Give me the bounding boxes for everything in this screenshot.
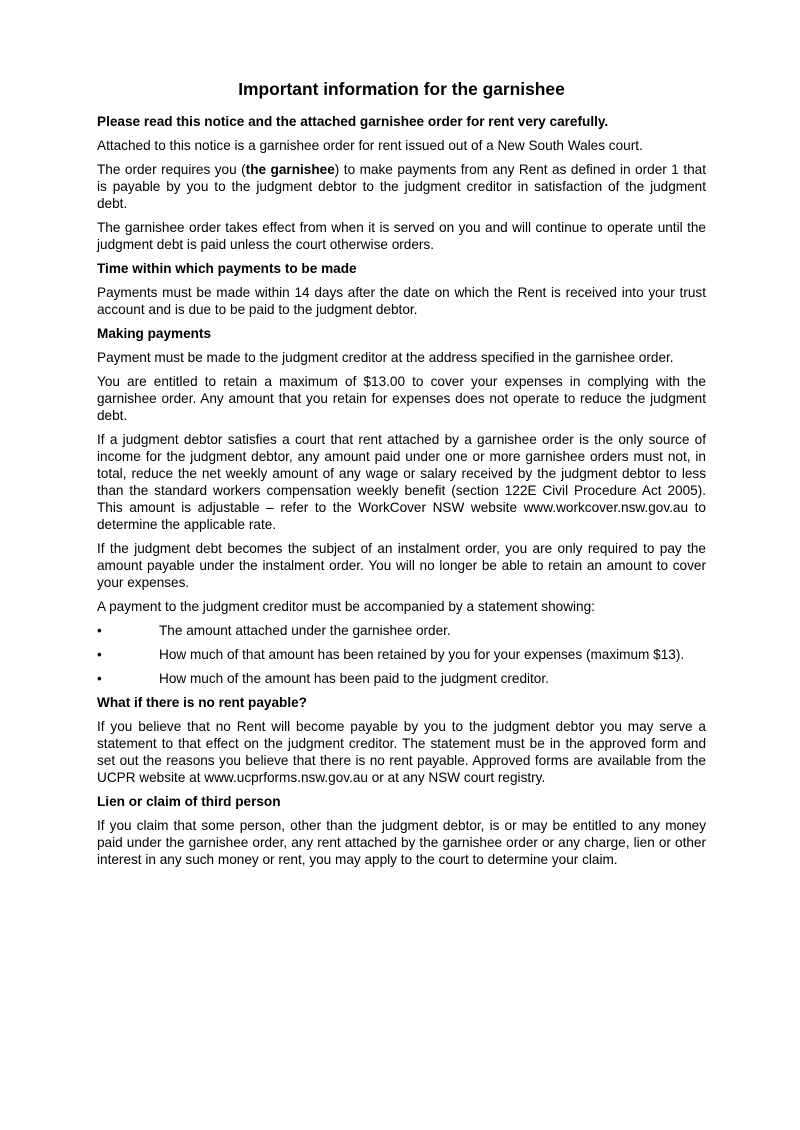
paragraph-order [97, 161, 706, 212]
paragraph-lien: If you claim that some person, other than the judgment debtor, is or may be entitled to any money paid under the garnishee order, any rent attached by the garnishee order or any charge, lien or other interest in any such money or rent, you may apply to the court to determine your claim. [97, 818, 706, 867]
paragraph-attached: Attached to this notice is a garnishee order for rent issued out of a New South Wales court. [97, 138, 643, 153]
paragraph-instalment: If the judgment debt becomes the subject of an instalment order, you are only required to pay the amount payable under the instalment order. You will no longer be able to retain an amount to cover your expenses. [97, 541, 706, 590]
paragraph-retain: You are entitled to retain a maximum of $13.00 to cover your expenses in complying with the garnishee order. Any amount that you retain for expenses does not operate to reduce the judgment debt. [97, 374, 706, 423]
paragraph-making-payments: Payment must be made to the judgment creditor at the address specified in the garnishee order. [97, 350, 674, 365]
list-item [97, 670, 706, 687]
document-title: Important information for the garnishee [238, 79, 565, 99]
paragraph-effect: The garnishee order takes effect from when it is served on you and will continue to operate until the judgment debt is paid unless the court otherwise orders. [97, 220, 706, 252]
paragraph-time: Payments must be made within 14 days after the date on which the Rent is received into your trust account and is due to be paid to the judgment debtor. [97, 285, 706, 317]
heading-time: Time within which payments to be made [97, 261, 357, 276]
list-item [97, 622, 706, 639]
bullet-icon: • [97, 623, 102, 638]
intro-notice: Please read this notice and the attached garnishee order for rent very carefully. [97, 114, 609, 129]
heading-lien: Lien or claim of third person [97, 794, 281, 809]
heading-no-rent: What if there is no rent payable? [97, 695, 307, 710]
statement-bullet-list [97, 622, 706, 687]
garnishee-term: the garnishee [245, 162, 335, 177]
document-page [97, 78, 706, 875]
paragraph-income: If a judgment debtor satisfies a court that rent attached by a garnishee order is the only source of income for the judgment debtor, any amount paid under one or more garnishee orders must not, in total, reduce the net weekly amount of any wage or salary received by the judgment debtor to less than the standard workers compensation weekly benefit (section 122E Civil Procedure Act 2005). This amount is adjustable – refer to the WorkCover NSW website www.workcover.nsw.gov.au to determine the applicable rate. [97, 432, 706, 532]
list-item-text: The amount attached under the garnishee order. [159, 623, 451, 638]
paragraph-order-start: The order requires you ( [97, 162, 246, 177]
bullet-icon: • [97, 671, 102, 686]
paragraph-order-end: ) to make payments from any Rent as defined in order 1 that is payable by you to the judgment debtor to the judgment creditor in satisfaction of the judgment debt. [97, 162, 707, 211]
bullet-icon: • [97, 647, 102, 662]
list-item [97, 646, 706, 663]
paragraph-statement: A payment to the judgment creditor must be accompanied by a statement showing: [97, 599, 595, 614]
paragraph-no-rent: If you believe that no Rent will become payable by you to the judgment debtor you may serve a statement to that effect on the judgment creditor. The statement must be in the approved form and set out the reasons you believe that there is no rent payable. Approved forms are available from the UCPR website at www.ucprforms.nsw.gov.au or at any NSW court registry. [97, 719, 706, 785]
heading-making-payments: Making payments [97, 326, 212, 341]
list-item-text: How much of that amount has been retained by you for your expenses (maximum $13). [159, 647, 685, 662]
list-item-text: How much of the amount has been paid to the judgment creditor. [159, 671, 549, 686]
